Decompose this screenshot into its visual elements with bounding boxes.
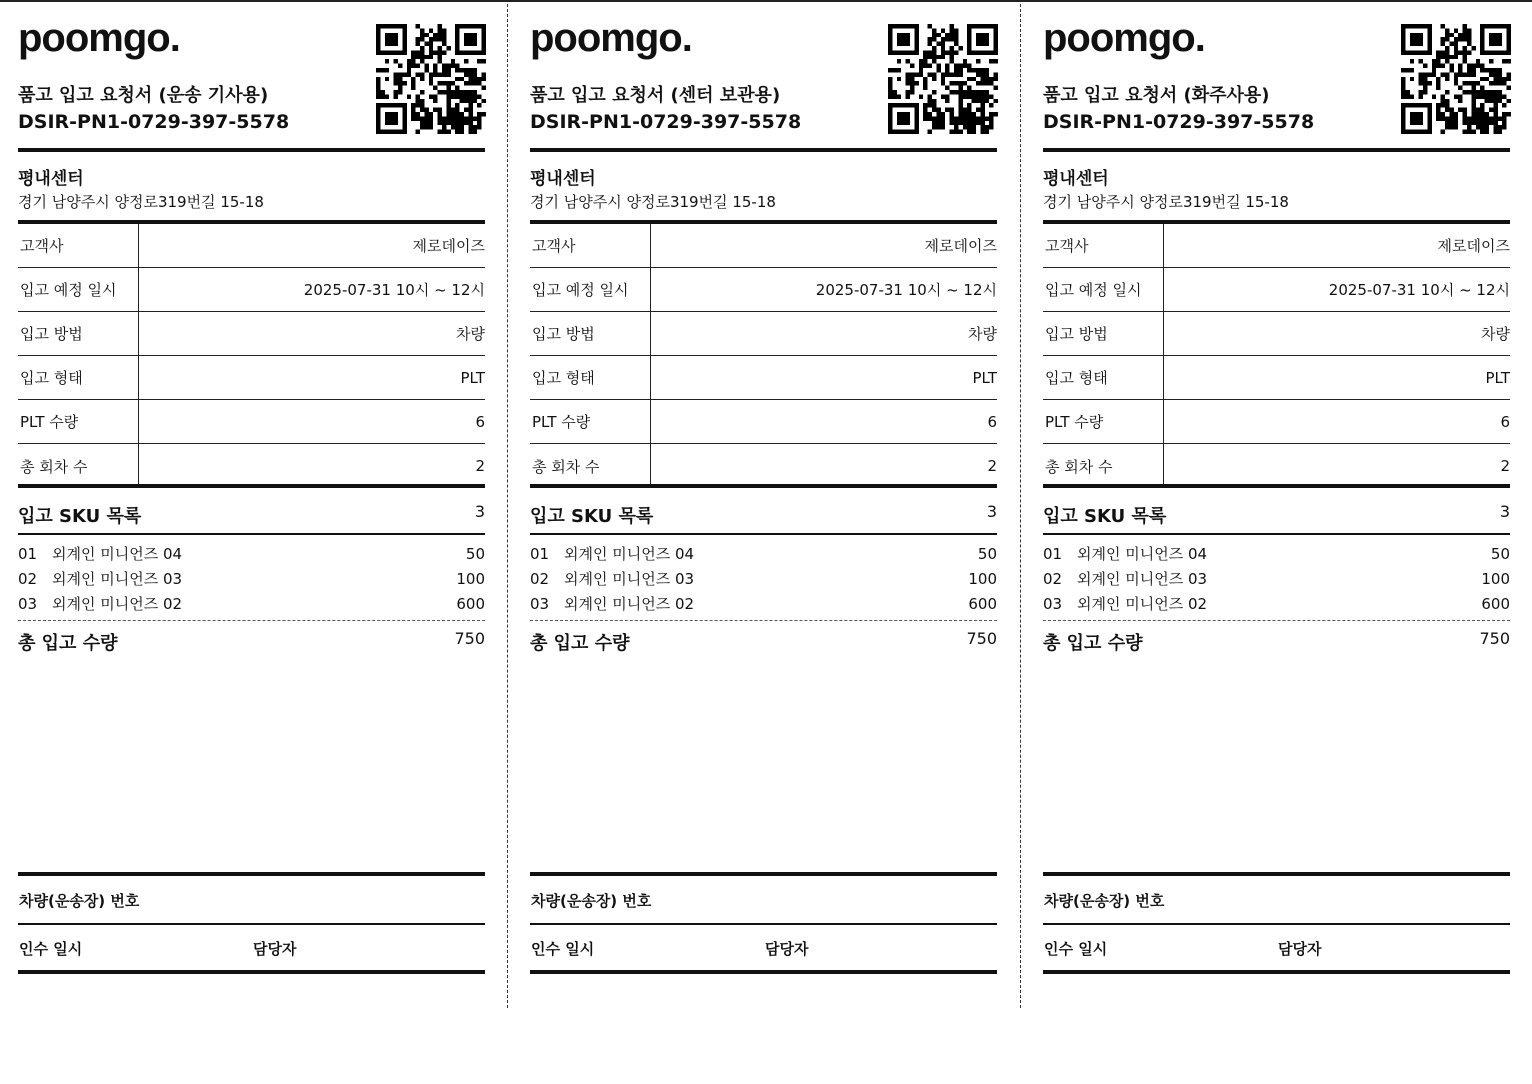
- dashed-divider: [530, 620, 997, 621]
- sku-qty: 50: [1490, 544, 1510, 563]
- qr-code: [888, 24, 998, 134]
- info-value: 6: [475, 412, 485, 431]
- qr-code: [1401, 24, 1511, 134]
- info-value: 2025-07-31 10시 ~ 12시: [303, 281, 485, 299]
- info-row: [1043, 268, 1510, 312]
- divider: [1043, 923, 1510, 925]
- info-table: [530, 224, 997, 488]
- divider: [18, 148, 485, 152]
- total-label: 총 입고 수량: [1043, 633, 1143, 654]
- total-value: 750: [966, 629, 997, 648]
- info-value: PLT: [1485, 368, 1510, 387]
- received-date-label: 인수 일시: [19, 940, 83, 958]
- sku-qty: 600: [456, 594, 485, 613]
- info-label: 총 회차 수: [530, 444, 651, 488]
- sku-item: [18, 566, 485, 591]
- sku-qty: 100: [456, 569, 485, 588]
- sku-qty: 100: [1481, 569, 1510, 588]
- poomgo-logo: poomgo.: [1043, 16, 1205, 60]
- info-value: PLT: [460, 368, 485, 387]
- info-row: [530, 312, 997, 356]
- divider: [1043, 148, 1510, 152]
- info-value: 2025-07-31 10시 ~ 12시: [815, 281, 997, 299]
- dashed-divider: [1043, 620, 1510, 621]
- receipt-copy: [530, 2, 997, 1002]
- info-row: [1043, 224, 1510, 268]
- divider: [1043, 484, 1510, 488]
- info-label: 고객사: [530, 224, 651, 267]
- center-address: 경기 남양주시 양정로319번길 15-18: [1043, 193, 1289, 211]
- sku-no: 02: [18, 569, 38, 588]
- info-label: 입고 방법: [530, 312, 651, 355]
- vehicle-number-label: 차량(운송장) 번호: [1044, 892, 1165, 910]
- divider: [530, 484, 997, 488]
- sku-name: 외계인 미니언즈 04: [52, 545, 183, 563]
- cut-line: [507, 4, 508, 1008]
- vehicle-number-label: 차량(운송장) 번호: [19, 892, 140, 910]
- info-value: 2: [1500, 457, 1510, 475]
- sku-item: [18, 591, 485, 616]
- sku-name: 외계인 미니언즈 02: [52, 595, 183, 613]
- sku-name: 외계인 미니언즈 02: [564, 595, 695, 613]
- info-value: 2: [475, 457, 485, 475]
- manager-label: 담당자: [1278, 940, 1322, 958]
- info-value: 2: [987, 457, 997, 475]
- sku-list: [18, 541, 485, 616]
- sku-item: [530, 541, 997, 566]
- info-value: 2025-07-31 10시 ~ 12시: [1328, 281, 1510, 299]
- info-value: 차량: [968, 325, 997, 343]
- poomgo-logo: poomgo.: [530, 16, 692, 60]
- document-id: DSIR-PN1-0729-397-5578: [18, 111, 290, 133]
- info-label: 총 회차 수: [18, 444, 139, 488]
- sku-list: [1043, 541, 1510, 616]
- center-address: 경기 남양주시 양정로319번길 15-18: [18, 193, 264, 211]
- receipt-copy: [1043, 2, 1510, 1002]
- info-row: [1043, 400, 1510, 444]
- document-id: DSIR-PN1-0729-397-5578: [1043, 111, 1315, 133]
- info-label: 입고 형태: [18, 356, 139, 399]
- info-value: 차량: [456, 325, 485, 343]
- manager-label: 담당자: [765, 940, 809, 958]
- info-row: [1043, 312, 1510, 356]
- sku-item: [530, 566, 997, 591]
- qr-code: [376, 24, 486, 134]
- info-label: 고객사: [1043, 224, 1164, 267]
- divider: [530, 148, 997, 152]
- info-label: 입고 형태: [530, 356, 651, 399]
- info-row: [18, 400, 485, 444]
- divider: [530, 872, 997, 876]
- info-row: [530, 356, 997, 400]
- received-date-label: 인수 일시: [1044, 940, 1108, 958]
- info-value: 제로데이즈: [924, 237, 997, 255]
- cut-line: [1020, 4, 1021, 1008]
- sku-count: 3: [474, 502, 485, 521]
- divider: [1043, 970, 1510, 974]
- center-name: 평내센터: [530, 169, 596, 189]
- total-row: [1043, 629, 1510, 655]
- sku-name: 외계인 미니언즈 03: [564, 570, 695, 588]
- divider: [18, 872, 485, 876]
- divider: [530, 970, 997, 974]
- sku-no: 01: [1043, 544, 1063, 563]
- divider: [530, 923, 997, 925]
- info-label: 입고 예정 일시: [530, 268, 651, 311]
- sku-no: 02: [1043, 569, 1063, 588]
- sku-title: 입고 SKU 목록: [1043, 506, 1167, 527]
- info-label: PLT 수량: [530, 400, 651, 443]
- info-row: [18, 224, 485, 268]
- info-label: PLT 수량: [18, 400, 139, 443]
- info-label: 고객사: [18, 224, 139, 267]
- total-row: [18, 629, 485, 655]
- sku-no: 03: [530, 594, 550, 613]
- info-row: [1043, 356, 1510, 400]
- sku-qty: 50: [977, 544, 997, 563]
- divider: [1043, 872, 1510, 876]
- info-row: [530, 224, 997, 268]
- document-title: 품고 입고 요청서 (센터 보관용): [530, 85, 781, 106]
- info-row: [530, 268, 997, 312]
- info-row: [18, 356, 485, 400]
- sku-name: 외계인 미니언즈 02: [1077, 595, 1208, 613]
- info-label: 입고 예정 일시: [18, 268, 139, 311]
- info-row: [1043, 444, 1510, 488]
- info-value: 제로데이즈: [1437, 237, 1510, 255]
- total-label: 총 입고 수량: [18, 633, 118, 654]
- divider: [18, 484, 485, 488]
- sku-qty: 600: [968, 594, 997, 613]
- info-row: [18, 444, 485, 488]
- sku-title: 입고 SKU 목록: [18, 506, 142, 527]
- poomgo-logo: poomgo.: [18, 16, 180, 60]
- total-value: 750: [1479, 629, 1510, 648]
- sku-name: 외계인 미니언즈 04: [1077, 545, 1208, 563]
- center-name: 평내센터: [18, 169, 84, 189]
- sku-name: 외계인 미니언즈 04: [564, 545, 695, 563]
- document-id: DSIR-PN1-0729-397-5578: [530, 111, 802, 133]
- divider: [530, 533, 997, 535]
- divider: [18, 923, 485, 925]
- divider: [18, 970, 485, 974]
- document-title: 품고 입고 요청서 (운송 기사용): [18, 85, 269, 106]
- received-date-label: 인수 일시: [531, 940, 595, 958]
- total-row: [530, 629, 997, 655]
- sku-item: [1043, 541, 1510, 566]
- info-row: [530, 400, 997, 444]
- sku-item: [1043, 566, 1510, 591]
- sku-no: 01: [530, 544, 550, 563]
- sku-no: 02: [530, 569, 550, 588]
- sku-qty: 50: [465, 544, 485, 563]
- sku-qty: 600: [1481, 594, 1510, 613]
- info-label: 입고 예정 일시: [1043, 268, 1164, 311]
- info-table: [1043, 224, 1510, 488]
- sku-title: 입고 SKU 목록: [530, 506, 654, 527]
- sku-no: 01: [18, 544, 38, 563]
- info-value: 6: [1500, 412, 1510, 431]
- sku-no: 03: [1043, 594, 1063, 613]
- info-value: 제로데이즈: [412, 237, 485, 255]
- sku-name: 외계인 미니언즈 03: [52, 570, 183, 588]
- receipt-copy: [18, 2, 485, 1002]
- divider: [1043, 533, 1510, 535]
- sku-list: [530, 541, 997, 616]
- document-title: 품고 입고 요청서 (화주사용): [1043, 85, 1270, 106]
- sku-header: [18, 502, 485, 528]
- sku-item: [1043, 591, 1510, 616]
- info-value: 6: [987, 412, 997, 431]
- info-label: 입고 방법: [1043, 312, 1164, 355]
- sku-item: [18, 541, 485, 566]
- info-row: [18, 268, 485, 312]
- total-label: 총 입고 수량: [530, 633, 630, 654]
- info-label: 입고 방법: [18, 312, 139, 355]
- vehicle-number-label: 차량(운송장) 번호: [531, 892, 652, 910]
- sku-count: 3: [1499, 502, 1510, 521]
- sku-header: [1043, 502, 1510, 528]
- sku-header: [530, 502, 997, 528]
- sku-name: 외계인 미니언즈 03: [1077, 570, 1208, 588]
- center-name: 평내센터: [1043, 169, 1109, 189]
- info-row: [18, 312, 485, 356]
- total-value: 750: [454, 629, 485, 648]
- info-value: 차량: [1481, 325, 1510, 343]
- divider: [18, 533, 485, 535]
- info-row: [530, 444, 997, 488]
- sku-item: [530, 591, 997, 616]
- info-table: [18, 224, 485, 488]
- sku-qty: 100: [968, 569, 997, 588]
- info-label: 총 회차 수: [1043, 444, 1164, 488]
- info-label: PLT 수량: [1043, 400, 1164, 443]
- dashed-divider: [18, 620, 485, 621]
- manager-label: 담당자: [253, 940, 297, 958]
- info-label: 입고 형태: [1043, 356, 1164, 399]
- sku-no: 03: [18, 594, 38, 613]
- center-address: 경기 남양주시 양정로319번길 15-18: [530, 193, 776, 211]
- sku-count: 3: [986, 502, 997, 521]
- info-value: PLT: [972, 368, 997, 387]
